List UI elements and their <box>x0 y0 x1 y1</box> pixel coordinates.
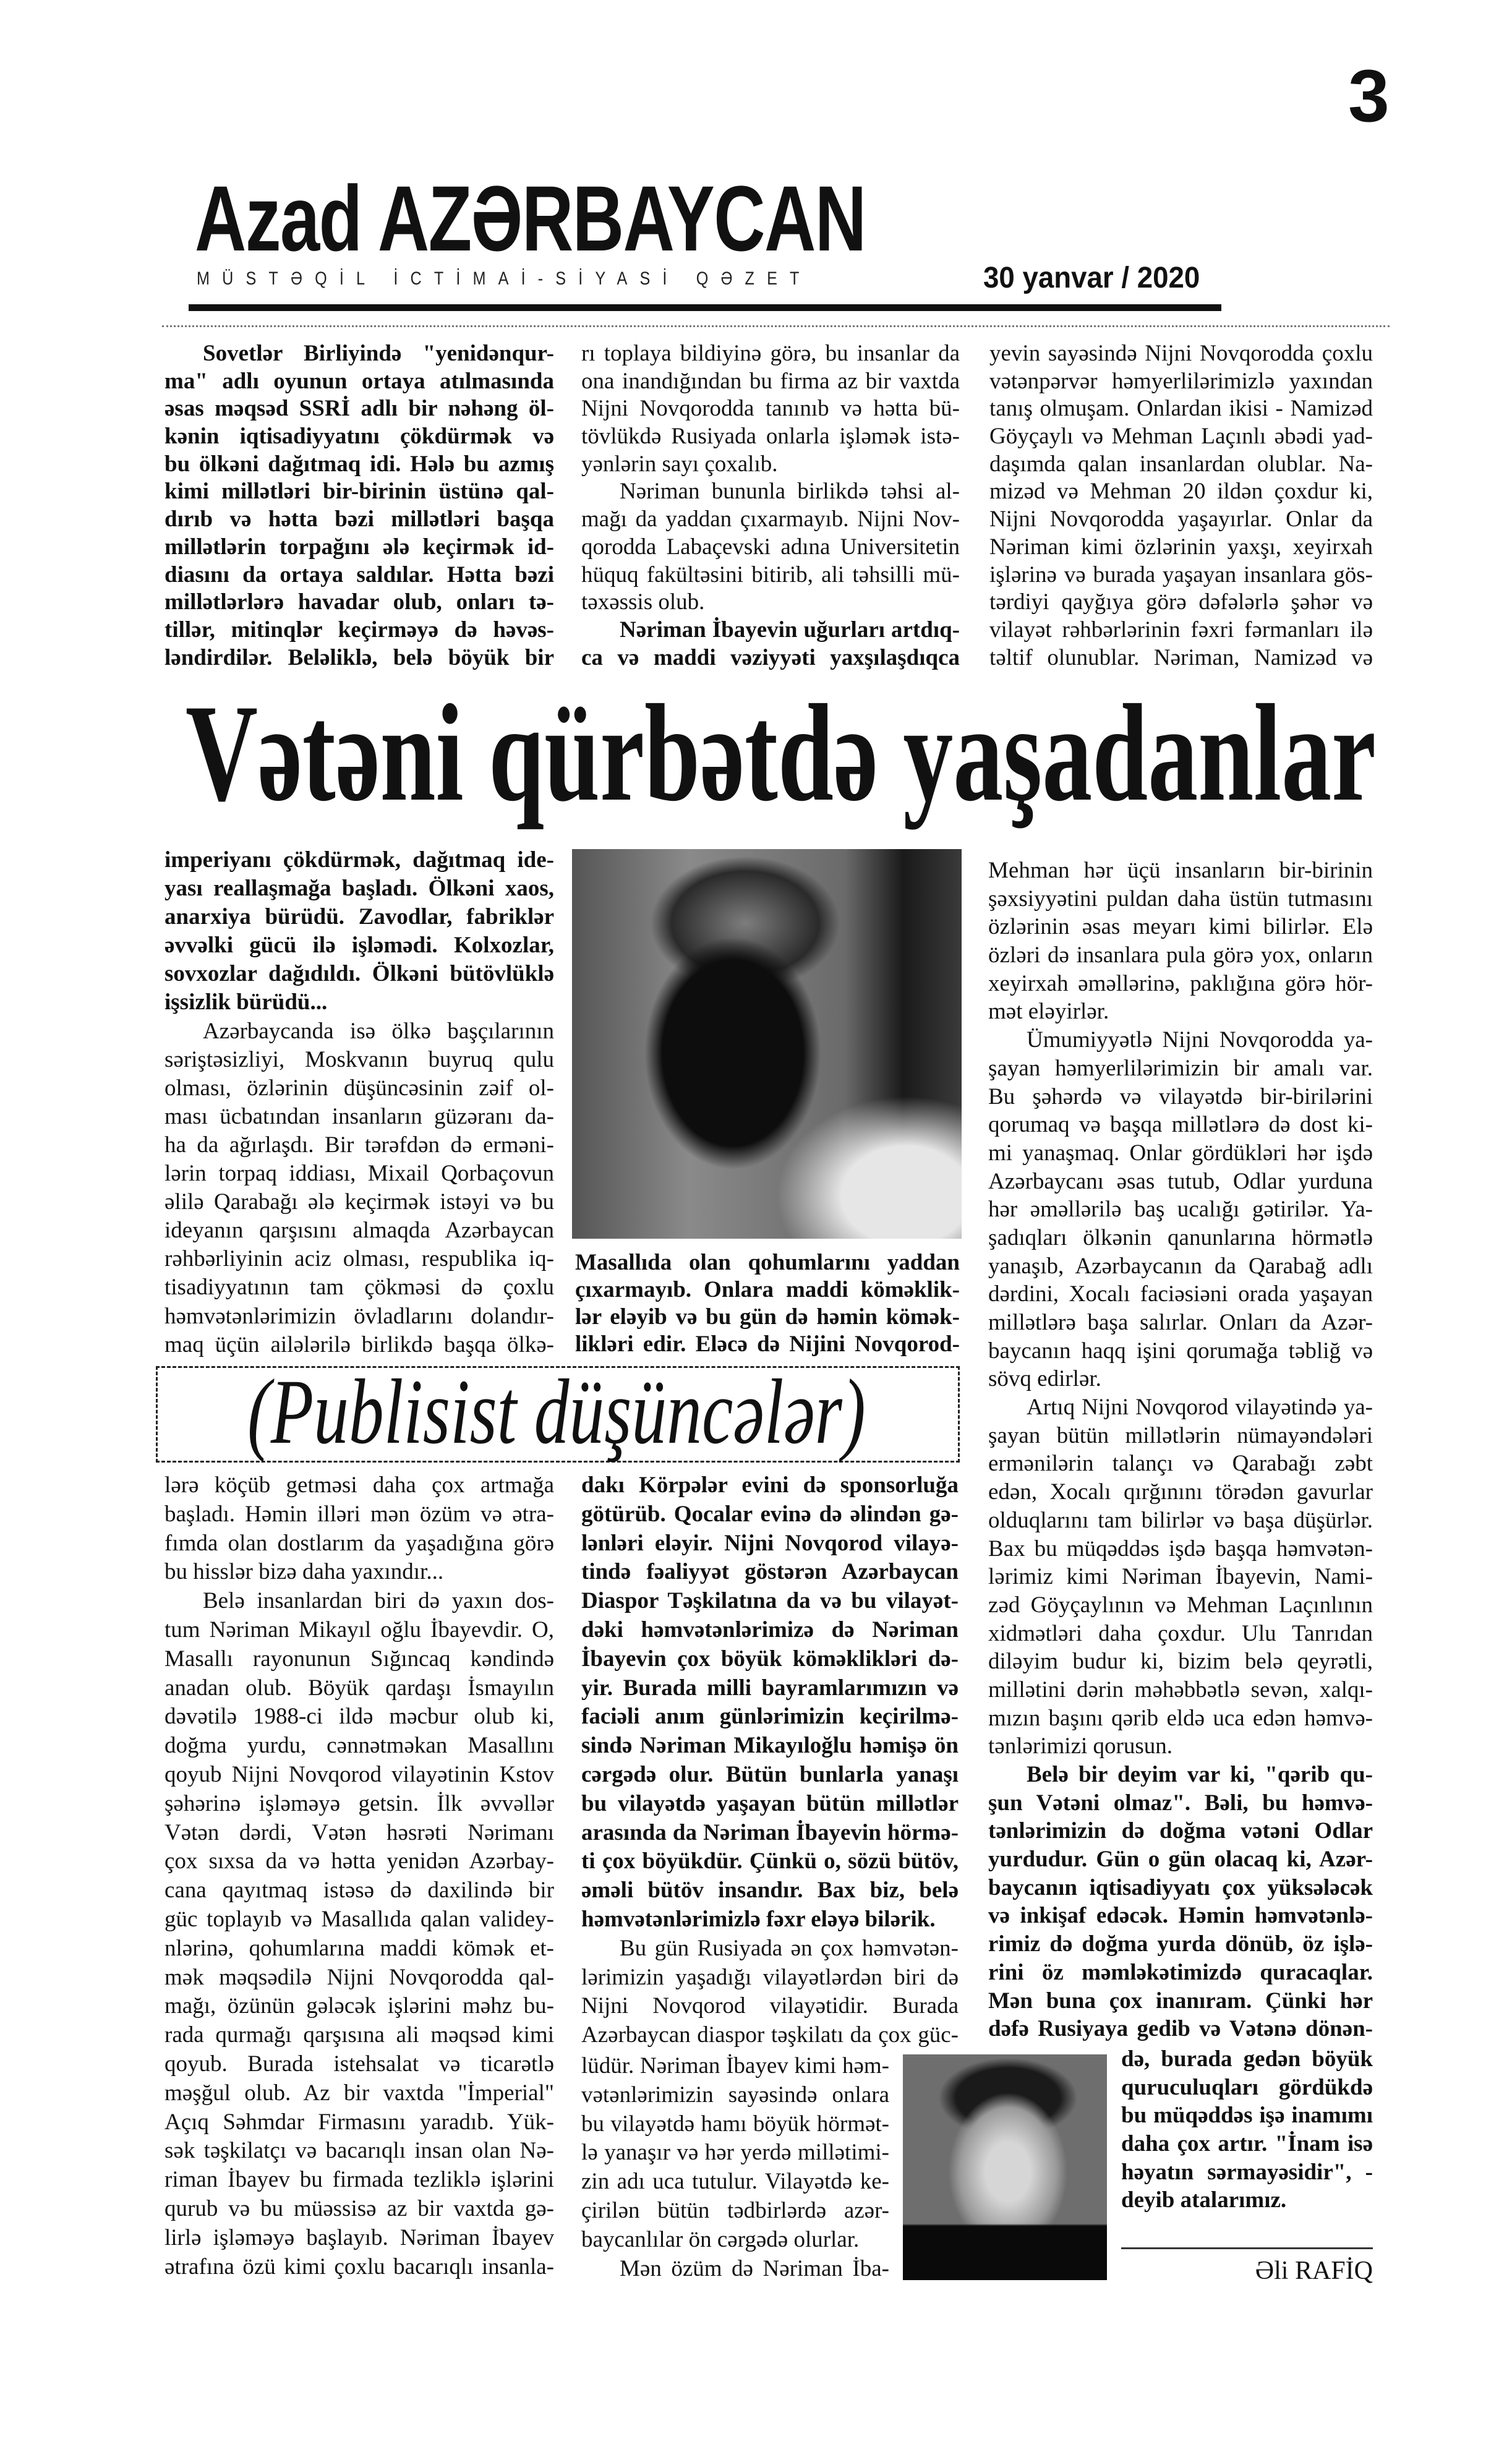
text-line: mizəd və Mehman 20 ildən çoxdur ki, <box>989 479 1373 505</box>
article-column <box>164 340 554 672</box>
text-line: millətini dərin məhəbbətlə sevən, xalqı- <box>988 1677 1373 1703</box>
text-line: özləri də insanlara pula görə yox, onların <box>988 942 1373 968</box>
article-column <box>164 846 554 1359</box>
text-line: cərgədə olur. Bütün bunlarla yanaşı <box>581 1761 959 1787</box>
text-line: güc toplayıb və Masallıda qalan validey- <box>164 1906 554 1932</box>
text-line: qurub və bu müəssisə az bir vaxtda gə- <box>164 2195 554 2221</box>
text-line: rı toplaya bildiyinə görə, bu insanlar da <box>581 341 960 366</box>
text-line: anadan olub. Böyük qardaşı İsmayılın <box>164 1675 554 1701</box>
text-line: rimiz də doğma yurda dönüb, öz işlə- <box>988 1931 1373 1957</box>
text-line: əsas məqsəd SSRİ adlı bir nəhəng öl- <box>164 396 554 422</box>
text-line: lənləri eləyir. Nijni Novqorod vilayə- <box>581 1530 959 1556</box>
text-line: olması, özlərinin düşüncəsinin zəif ol- <box>164 1075 554 1101</box>
text-line: xidmətləri daha çoxdur. Ulu Tanrıdan <box>988 1620 1373 1646</box>
text-line: lüdür. Nəriman İbayev kimi həm- <box>581 2053 889 2079</box>
text-line: yası reallaşmağa başladı. Ölkəni xaos, <box>164 876 554 902</box>
text-line: götürüb. Qocalar evinə də əlindən gə- <box>581 1501 959 1527</box>
text-line: kənin iqtisadiyyatını çökdürmək və <box>164 424 554 450</box>
text-line: sək təşkilatçı və bacarıqlı insan olan Nə- <box>164 2138 554 2164</box>
text-line: Mehman hər üçü insanların bir-birinin <box>988 858 1373 883</box>
text-line: Bu şəhərdə və vilayətdə bir-birilərini <box>988 1083 1373 1109</box>
text-line: lərə köçüb getməsi daha çox artmağa <box>164 1472 554 1498</box>
text-line: millətlərlərə havadar olub, onları tə- <box>164 589 554 615</box>
text-line: də, burada gedən böyük <box>1121 2046 1373 2072</box>
text-line: tənlərimizi qorusun. <box>988 1733 1172 1759</box>
text-line: özlərinin əsas meyarı kimi bilirlər. Elə <box>988 914 1373 940</box>
text-line: yanaşıb, Azərbaycanın da Qarabağ adlı <box>988 1253 1373 1279</box>
text-line: ona inandığından bu firma az bir vaxtda <box>581 368 960 394</box>
text-line: işsizlik bürüdü... <box>164 989 328 1015</box>
text-line: ması ücbatından insanların güzəranı da- <box>164 1103 554 1129</box>
text-line: dəfə Rusiyaya gedib və Vətənə dönən- <box>988 2016 1373 2042</box>
text-line: Belə bir deyim var ki, "qərib qu- <box>1027 1762 1373 1787</box>
text-line: sövq edirlər. <box>988 1366 1101 1392</box>
masthead-rule <box>189 304 1221 311</box>
text-line: vətənpərvər həmyerlilərimizlə yaxından <box>989 368 1373 394</box>
text-line: baycanlılar ön cərgədə olurlar. <box>581 2226 860 2252</box>
text-line: şəxsiyyətini puldan daha üstün tutmasını <box>988 886 1373 912</box>
text-line: Nijni Novqorod vilayətidir. Burada <box>581 1993 959 2019</box>
text-line: olduqlarını tam bilirlər və başa düşürlər. <box>988 1507 1373 1533</box>
text-line: Vətən dərdi, Vətən həsrəti Nərimanı <box>164 1819 554 1845</box>
text-line: tənlərimizin də doğma vətəni Odlar <box>988 1818 1373 1844</box>
article-column <box>989 340 1373 672</box>
text-line: sində Nəriman Mikayıloğlu həmişə ön <box>581 1733 959 1759</box>
text-line: ca və maddi vəziyyəti yaxşılaşdıqca <box>581 644 960 670</box>
text-line: Mən özüm də Nəriman İba- <box>620 2255 889 2281</box>
issue-date: 30 yanvar / 2020 <box>983 262 1200 294</box>
text-line: lərimizin yaşadığı vilayətlərdən biri də <box>581 1964 959 1990</box>
text-line: İbayevin çox böyük köməklikləri də- <box>581 1646 959 1672</box>
text-line: bu müqəddəs işə inamımı <box>1121 2103 1373 2129</box>
rubric-title: (Publisist düşüncələr) <box>247 1361 866 1463</box>
text-line: başladı. Həmin illəri mən özüm və ətra- <box>164 1501 554 1527</box>
text-line: arasında da Nəriman İbayevin hörmə- <box>581 1819 959 1845</box>
text-line: qoyub. Burada istehsalat və ticarətlə <box>164 2051 554 2077</box>
text-line: Diaspor Təşkilatına da və bu vilayət- <box>581 1588 959 1614</box>
text-line: təltif olunublar. Nəriman, Namizəd və <box>989 644 1373 670</box>
newspaper-subtitle: MÜSTƏQİL İCTİMAİ-SİYASİ QƏZET <box>197 268 812 289</box>
article-column <box>988 857 1373 2043</box>
text-line: şun Vətəni olmaz". Bəli, bu həmvə- <box>988 1790 1373 1816</box>
text-line: imperiyanı çökdürmək, dağıtmaq ide- <box>164 847 554 873</box>
text-line: baycanın haqq işini qorumağa təbliğ və <box>988 1338 1373 1364</box>
text-line: çirilən bütün tədbirlərdə azər- <box>581 2197 889 2223</box>
text-line: lərin torpaq iddiası, Mixail Qorbaçovun <box>164 1161 554 1187</box>
text-line: lərimiz kimi Nəriman İbayevin, Nami- <box>988 1564 1373 1590</box>
text-line: Sovetlər Birliyində "yenidənqur- <box>203 341 554 366</box>
text-line: deyib atalarımız. <box>1121 2187 1287 2213</box>
article-column <box>1121 2045 1373 2215</box>
text-line: yir. Burada milli bayramlarımızın və <box>581 1675 959 1701</box>
text-line: həyatın sərmayəsidir", - <box>1121 2159 1373 2185</box>
text-line: ermənilərin talançı və Qarabağı zəbt <box>988 1451 1373 1477</box>
text-line: dəki həmvətənlərimizə də Nəriman <box>581 1617 959 1643</box>
text-line: yevin sayəsində Nijni Novqorodda çoxlu <box>989 341 1373 366</box>
text-line: mağı da yaddan çıxarmayıb. Nijni Nov- <box>581 506 960 532</box>
text-line: Azərbaycan diaspor təşkilatı da çox güc- <box>581 2022 959 2048</box>
text-line: Nəriman kimi özlərinin yaxşı, xeyirxah <box>989 534 1373 560</box>
dotted-divider <box>162 325 1390 327</box>
text-line: həmvətənlərimizin övladlarını dolandır- <box>164 1303 554 1329</box>
text-line: tum Nəriman Mikayıl oğlu İbayevdir. O, <box>164 1617 554 1643</box>
text-line: maq üçün ailələrilə birlikdə başqa ölkə- <box>164 1331 554 1357</box>
text-line: ləndirdilər. Beləliklə, belə böyük bir <box>164 644 554 670</box>
article-column <box>581 1471 959 2050</box>
inset-portrait-photo <box>903 2054 1107 2280</box>
text-line: qoyub Nijni Novqorod vilayətinin Kstov <box>164 1761 554 1787</box>
text-line: bu ölkəni dağıtmaq idi. Hələ bu azmış <box>164 451 554 477</box>
text-line: Göyçaylı və Mehman Laçınlı əbədi yad- <box>989 424 1373 450</box>
text-line: lirlə işləməyə başlayıb. Nəriman İbayev <box>164 2224 554 2250</box>
text-line: cana qayıtmaq istəsə də daxilində bir <box>164 1878 554 1904</box>
article-column <box>581 340 960 672</box>
text-line: bu vilayətdə hamı böyük hörmət- <box>581 2111 889 2137</box>
text-line: şəhərinə işləməyə getsin. İlk əvvəllər <box>164 1790 554 1816</box>
text-line: rini öz məmləkətimizdə quracaqlar. <box>988 1959 1373 1985</box>
text-line: Nəriman bununla birlikdə təhsi al- <box>620 479 960 505</box>
text-line: millətlərin torpağını ələ keçirmək id- <box>164 534 554 560</box>
author-byline: Əli RAFİQ <box>1255 2257 1373 2285</box>
text-line: anarxiya bürüdü. Zavodlar, fabriklər <box>164 904 554 930</box>
text-line: mət eləyirlər. <box>988 999 1109 1025</box>
text-line: bu vilayətdə yaşayan bütün millətlər <box>581 1790 959 1816</box>
text-line: rəhbərliyinin aciz olması, respublika iq- <box>164 1246 554 1272</box>
newspaper-title: Azad AZƏRBAYCAN <box>195 166 866 270</box>
text-line: dərdini, Xocalı faciəsiəni orada yaşayan <box>988 1281 1373 1307</box>
text-line: Nəriman İbayevin uğurları artdıq- <box>620 617 960 643</box>
text-line: dırıb və hətta bəzi millətləri başqa <box>164 506 554 532</box>
text-line: vilayət rəhbərlərinin fəxri fərmanları ilə <box>989 617 1373 643</box>
text-line: doğma yurdu, cənnətməkan Masallını <box>164 1733 554 1759</box>
text-line: tərdiyi qayğıya görə dəfələrlə şəhər və <box>989 589 1373 615</box>
text-line: fımda olan dostlarım da yaşadığına görə <box>164 1530 554 1556</box>
text-line: riman İbayev bu firmada tezliklə işlərini <box>164 2167 554 2193</box>
text-line: qorumaq və başqa millətlərə də dost ki- <box>988 1112 1373 1138</box>
text-line: Artıq Nijni Novqorod vilayətində ya- <box>1027 1395 1373 1421</box>
text-line: Bu gün Rusiyada ən çox həmvətən- <box>620 1935 959 1961</box>
text-line: çıxarmayıb. Onlara maddi köməklik- <box>575 1277 960 1302</box>
text-line: Ümumiyyətlə Nijni Novqorodda ya- <box>1027 1027 1373 1053</box>
text-line: çox sıxsa da və hətta yenidən Azərbay- <box>164 1848 554 1874</box>
text-line: qorodda Labaçevski adına Universitetin <box>581 534 960 560</box>
byline-rule <box>1121 2247 1373 2249</box>
text-line: diasını da ortaya saldılar. Hətta bəzi <box>164 562 554 588</box>
text-line: zəd Göyçaylının və Mehman Laçınlının <box>988 1592 1373 1618</box>
portrait-photo <box>572 849 962 1239</box>
text-line: tanış olmuşam. Onlardan ikisi - Namizəd <box>989 396 1373 422</box>
text-line: millətlərə başa salırlar. Onları da Azər- <box>988 1310 1373 1335</box>
text-line: daha çox artır. "İnam isə <box>1121 2131 1373 2157</box>
text-line: sovxozlar dağıdıldı. Ölkəni bütövlüklə <box>164 961 554 987</box>
text-line: daşımda qalan insanlardan olublar. Na- <box>989 451 1373 477</box>
text-line: yurdudur. Gün o gün olacaq ki, Azər- <box>988 1847 1373 1873</box>
article-headline: Vətəni qürbətdə yaşadanlar <box>186 675 1377 830</box>
text-line: faciəli anım günlərimizin keçirilmə- <box>581 1704 959 1730</box>
text-line: Nijni Novqorodda yaşayırlar. Onlar da <box>989 506 1373 532</box>
text-line: diləyim budur ki, bizim belə qeyrətli, <box>988 1649 1373 1675</box>
text-line: şadıqları ölkənin qanunlarına hörmətlə <box>988 1224 1373 1250</box>
text-line: ətrafına özü kimi çoxlu bacarıqlı insanla- <box>164 2254 554 2280</box>
text-line: tisadiyyatının tam çökməsi də çoxlu <box>164 1275 554 1301</box>
text-line: bu hisslər bizə daha yaxındır... <box>164 1559 444 1585</box>
text-line: Azərbaycanı əsas tutub, Odlar yurduna <box>988 1168 1373 1194</box>
page-number: 3 <box>1348 54 1390 137</box>
text-line: ti çox böyükdür. Çünkü o, sözü bütöv, <box>581 1848 959 1874</box>
text-line: Açıq Səhmdar Firmasını yaradıb. Yük- <box>164 2109 554 2135</box>
text-line: tövlükdə Rusiyada onlarla işləmək istə- <box>581 424 960 450</box>
text-line: işlərinə və burada yaşayan insanlara gös- <box>989 562 1373 588</box>
text-line: dakı Körpələr evini də sponsorluğa <box>581 1472 959 1498</box>
text-line: həmvətənlərimizlə fəxr eləyə bilərik. <box>581 1906 936 1932</box>
text-line: ideyanın qarşısını almaqda Azərbaycan <box>164 1218 554 1244</box>
text-line: hüquq fakültəsini bitirib, ali təhsilli mü- <box>581 562 960 588</box>
text-line: təxəssis olub. <box>581 589 705 615</box>
text-line: tində fəaliyyət göstərən Azərbaycan <box>581 1559 959 1585</box>
text-line: lə yanaşır və hər yerdə millətimi- <box>581 2140 889 2166</box>
text-line: Nijni Novqorodda tanınıb və hətta bü- <box>581 396 960 422</box>
text-line: ma" adlı oyunun ortaya atılmasında <box>164 368 554 394</box>
text-line: xeyirxah əməllərinə, paklığına görə hör- <box>988 970 1373 996</box>
text-line: Azərbaycanda isə ölkə başçılarının <box>203 1018 554 1044</box>
text-line: şayan həmyerlilərimizin bir amalı var. <box>988 1055 1373 1081</box>
text-line: baycanın iqtisadiyyatı çox yüksələcək <box>988 1874 1373 1900</box>
text-line: quruculuqları gördükdə <box>1121 2074 1373 2100</box>
text-line: Belə insanlardan biri də yaxın dos- <box>203 1588 554 1614</box>
text-line: əvvəlki gücü ilə işləmədi. Kolxozlar, <box>164 933 554 959</box>
text-line: ha da ağırlaşdı. Bir tərəfdən də erməni- <box>164 1132 554 1158</box>
text-line: Masallı rayonunun Sığıncaq kəndində <box>164 1646 554 1672</box>
text-line: dəvətilə 1988-ci ildə məcbur olub ki, <box>164 1704 554 1730</box>
text-line: kimi millətləri bir-birinin üstünə qal- <box>164 479 554 505</box>
article-column <box>164 1471 554 2281</box>
text-line: tillər, mitinqlər keçirməyə də həvəs- <box>164 617 554 643</box>
text-line: vətənlərimizin sayəsində onlara <box>581 2082 889 2108</box>
text-line: edən, Xocalı qırğınını törədən gavurlar <box>988 1479 1373 1505</box>
article-column <box>581 2052 889 2283</box>
text-line: likləri edir. Eləcə də Nijini Novqorod- <box>575 1331 960 1357</box>
text-line: Mən buna çox inanıram. Çünki hər <box>988 1988 1373 2014</box>
text-line: Bax bu müqəddəs işdə başqa həmvətən- <box>988 1536 1373 1562</box>
photo-caption <box>575 1249 960 1358</box>
text-line: mızın başını qərib eldə uca edən həmvə- <box>988 1705 1373 1731</box>
text-line: şayan bütün millətlərin nümayəndələri <box>988 1422 1373 1448</box>
text-line: rada qurmağı qarşısına ali məqsəd kimi <box>164 2022 554 2048</box>
text-line: əməli bütöv insandır. Bax biz, belə <box>581 1878 959 1904</box>
text-line: mağı, özünün gələcək işlərini məhz bu- <box>164 1993 554 2019</box>
text-line: yənlərin sayı çoxalıb. <box>581 451 778 477</box>
text-line: və inkişaf edəcək. Həmin həmvətənlə- <box>988 1903 1373 1929</box>
text-line: mək məqsədilə Nijni Novqorodda qal- <box>164 1964 554 1990</box>
text-line: məşğul olub. Az bir vaxtda "İmperial" <box>164 2080 554 2106</box>
text-line: əlilə Qarabağı ələ keçirmək istəyi və bu <box>164 1189 554 1215</box>
text-line: səriştəsizliyi, Moskvanın buyruq qulu <box>164 1046 554 1072</box>
text-line: hər əməllərilə baş ucalığı gətirilər. Ya- <box>988 1197 1373 1223</box>
text-line: zin adı uca tutulur. Vilayətdə ke- <box>581 2169 889 2195</box>
text-line: lər eləyib və bu gün də həmin kömək- <box>575 1304 960 1330</box>
text-line: mi yanaşmaq. Onlar gördükləri hər işdə <box>988 1140 1373 1166</box>
text-line: Masallıda olan qohumlarını yaddan <box>575 1250 960 1275</box>
text-line: nlərinə, qohumlarına maddi kömək et- <box>164 1935 554 1961</box>
